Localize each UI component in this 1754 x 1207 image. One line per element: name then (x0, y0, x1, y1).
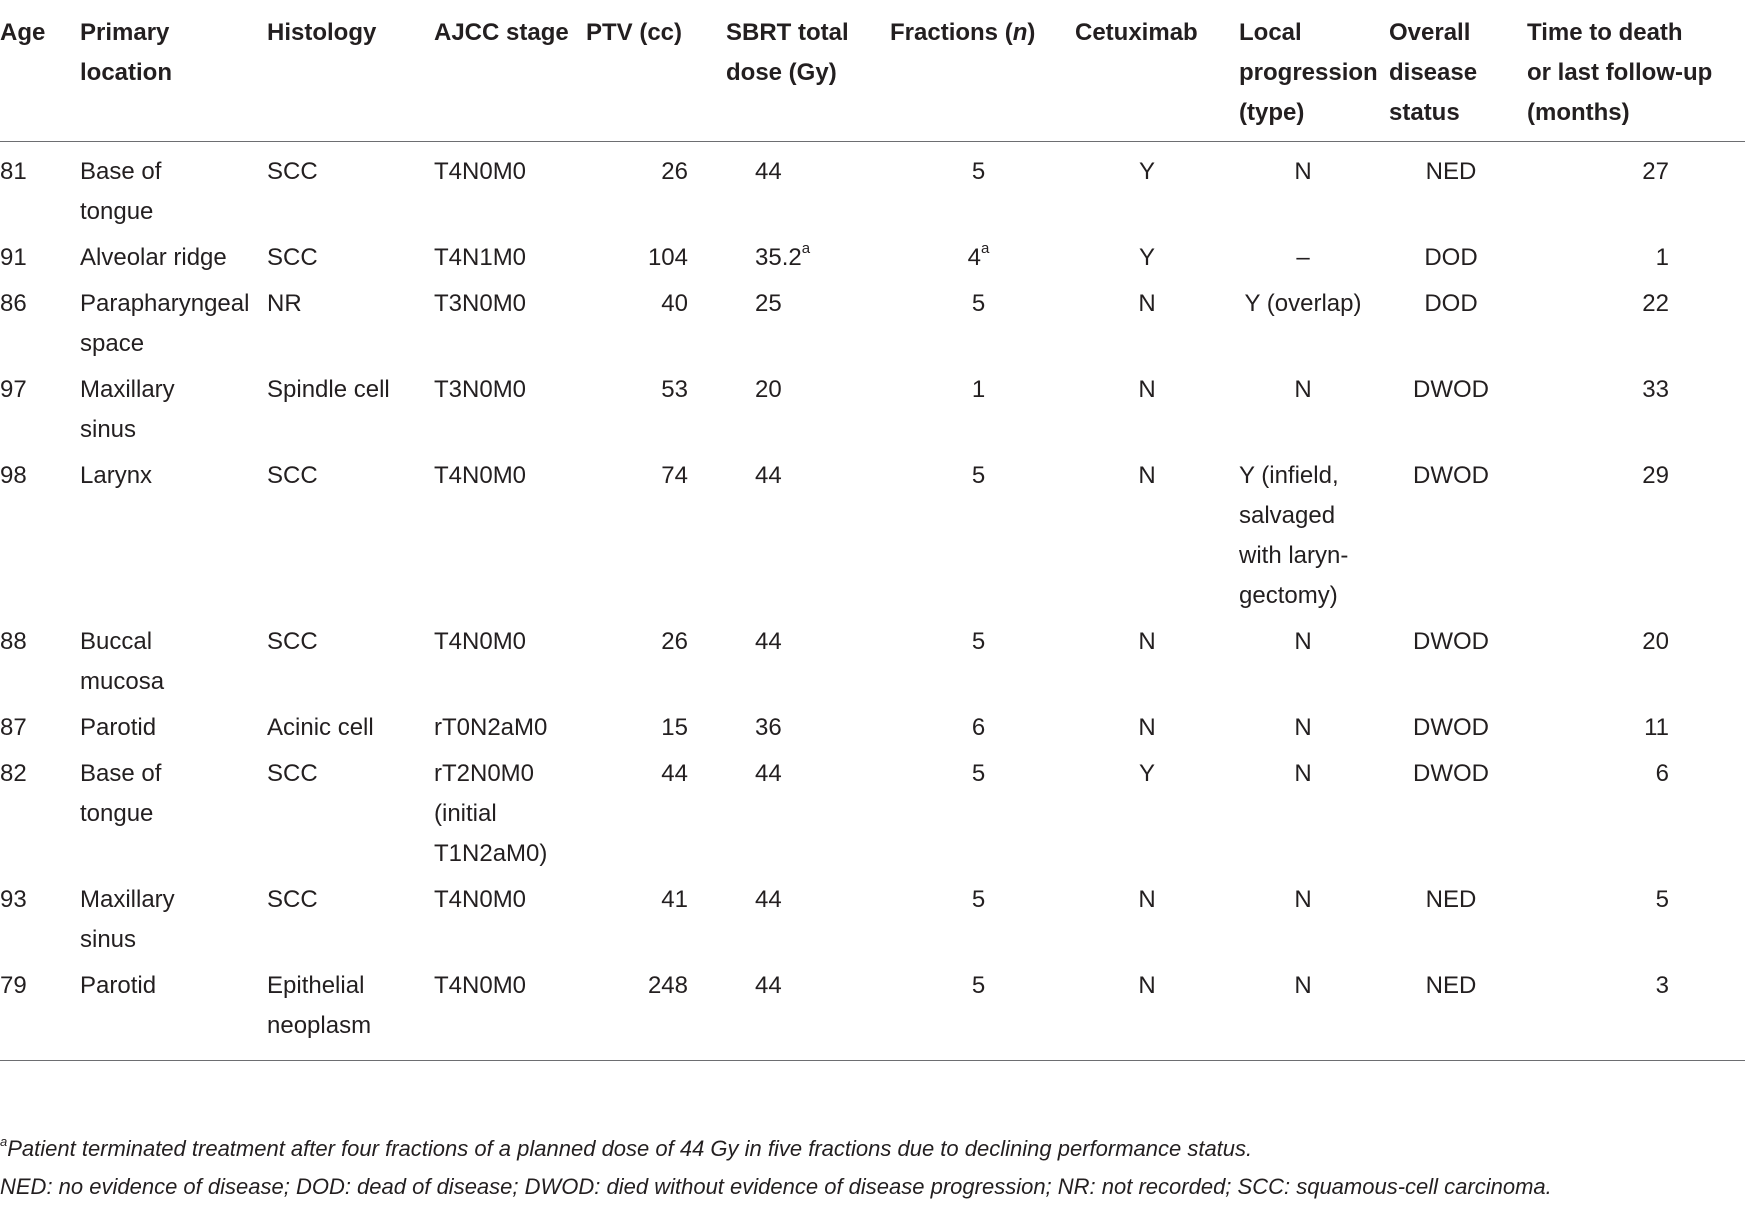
cell-overall-status (1389, 754, 1527, 880)
cell-histology-line: Epithelial (267, 972, 365, 999)
cell-primary-location-line: Parotid (80, 972, 157, 999)
cell-sbrt-dose-value: 35.2 (755, 244, 802, 271)
cell-sbrt-dose (726, 238, 890, 284)
cell-ptv-value: 104 (647, 244, 688, 271)
cell-local-progression (1239, 754, 1389, 880)
cell-cetuximab-value: N (1138, 628, 1156, 655)
cell-time-to-death (1527, 238, 1745, 284)
cell-overall-status (1389, 966, 1527, 1061)
cell-local-progression-line: N (1294, 972, 1312, 999)
cell-histology-line: SCC (267, 158, 318, 185)
cell-sbrt-dose (726, 708, 890, 754)
cell-time-to-death-value: 5 (1655, 886, 1669, 913)
cell-histology (267, 622, 434, 708)
cell-local-progression-line: Y (overlap) (1244, 290, 1362, 317)
cell-cetuximab (1075, 370, 1239, 456)
cell-overall-status-value: DWOD (1413, 628, 1489, 655)
table-row (0, 238, 1745, 284)
cell-cetuximab-value: N (1138, 714, 1156, 741)
cell-sbrt-dose-value: 44 (755, 462, 782, 489)
cell-sbrt-dose-value: 44 (755, 760, 782, 787)
cell-cetuximab-value: Y (1138, 158, 1155, 185)
cell-ptv (586, 142, 726, 239)
cell-fractions (890, 238, 1075, 284)
cell-cetuximab-value: N (1138, 376, 1156, 403)
cell-cetuximab (1075, 284, 1239, 370)
table-body (0, 142, 1745, 1061)
cell-age (0, 880, 80, 966)
cell-primary-location-line: mucosa (80, 668, 165, 695)
cell-time-to-death (1527, 284, 1745, 370)
cell-sbrt-dose (726, 142, 890, 239)
cell-ptv-value: 15 (661, 714, 688, 741)
table-row (0, 142, 1745, 239)
table-row (0, 456, 1745, 622)
cell-primary-location-line: tongue (80, 800, 154, 827)
cell-overall-status (1389, 370, 1527, 456)
cell-age (0, 622, 80, 708)
cell-sbrt-dose-value: 44 (755, 628, 782, 655)
cell-local-progression (1239, 880, 1389, 966)
cell-age (0, 370, 80, 456)
header-cetuximab: Cetuximab (1075, 0, 1239, 142)
cell-ptv (586, 456, 726, 622)
header-age: Age (0, 0, 80, 142)
cell-ptv-value: 41 (661, 886, 688, 913)
cell-fractions (890, 966, 1075, 1061)
cell-cetuximab (1075, 238, 1239, 284)
cell-time-to-death (1527, 142, 1745, 239)
cell-histology (267, 238, 434, 284)
cell-time-to-death-value: 20 (1642, 628, 1669, 655)
cell-ptv-value: 74 (661, 462, 688, 489)
header-overall-status: Overall disease status (1389, 0, 1527, 142)
cell-local-progression (1239, 284, 1389, 370)
cell-ptv (586, 238, 726, 284)
cell-ajcc-stage-line: rT2N0M0 (434, 760, 535, 787)
cell-sbrt-dose (726, 370, 890, 456)
table-row (0, 754, 1745, 880)
cell-ajcc-stage-line: T4N0M0 (434, 628, 527, 655)
cell-fractions-value: 1 (971, 376, 986, 403)
cell-age (0, 708, 80, 754)
cell-ptv (586, 880, 726, 966)
cell-local-progression (1239, 708, 1389, 754)
cell-fractions (890, 456, 1075, 622)
cell-histology-line: SCC (267, 462, 318, 489)
cell-ajcc-stage-line: T4N0M0 (434, 972, 527, 999)
cell-local-progression-line: with laryn- (1239, 542, 1349, 569)
cell-overall-status-value: DOD (1424, 290, 1478, 317)
cell-fractions-value: 6 (971, 714, 986, 741)
cell-ajcc-stage (434, 966, 586, 1061)
cell-overall-status-value: DWOD (1413, 714, 1489, 741)
cell-sbrt-dose (726, 966, 890, 1061)
cell-overall-status-value: NED (1425, 886, 1477, 913)
table-row (0, 966, 1745, 1061)
cell-primary-location-line: Maxillary (80, 886, 175, 913)
cell-primary-location (80, 284, 267, 370)
cell-age (0, 142, 80, 239)
header-sbrt-dose: SBRT total dose (Gy) (726, 0, 890, 142)
cell-histology-line: SCC (267, 760, 318, 787)
cell-time-to-death (1527, 966, 1745, 1061)
cell-ajcc-stage (434, 238, 586, 284)
cell-fractions-value: 5 (971, 462, 986, 489)
table-row (0, 370, 1745, 456)
cell-cetuximab (1075, 142, 1239, 239)
cell-age-value: 81 (0, 158, 27, 185)
header-primary-location: Primary location (80, 0, 267, 142)
header-time-to-death: Time to death or last follow-up (months) (1527, 0, 1745, 142)
cell-time-to-death (1527, 456, 1745, 622)
cell-primary-location-line: sinus (80, 926, 137, 953)
cell-time-to-death-value: 27 (1642, 158, 1669, 185)
cell-local-progression-line: gectomy) (1239, 582, 1338, 609)
cell-ptv (586, 754, 726, 880)
cell-primary-location-line: Alveolar ridge (80, 244, 227, 271)
cell-age (0, 966, 80, 1061)
cell-histology (267, 754, 434, 880)
cell-ptv-value: 26 (661, 628, 688, 655)
cell-time-to-death-value: 1 (1655, 244, 1669, 271)
cell-primary-location-line: Parotid (80, 714, 157, 741)
table-row (0, 880, 1745, 966)
cell-ajcc-stage (434, 622, 586, 708)
cell-primary-location-line: Parapharyngeal (80, 290, 250, 317)
cell-time-to-death-value: 33 (1642, 376, 1669, 403)
cell-cetuximab (1075, 622, 1239, 708)
cell-fractions-value: 4 (967, 244, 981, 271)
cell-local-progression (1239, 142, 1389, 239)
cell-ptv-value: 53 (661, 376, 688, 403)
cell-fractions-value: 5 (971, 886, 986, 913)
cell-sbrt-dose (726, 754, 890, 880)
cell-primary-location (80, 708, 267, 754)
table-footnotes (0, 1130, 1552, 1206)
cell-histology (267, 880, 434, 966)
cell-local-progression-line: N (1294, 376, 1312, 403)
table-row (0, 622, 1745, 708)
cell-histology-line: Spindle cell (267, 376, 390, 403)
cell-histology-line: SCC (267, 628, 318, 655)
cell-age (0, 284, 80, 370)
cell-overall-status (1389, 456, 1527, 622)
cell-fractions (890, 142, 1075, 239)
cell-age-value: 91 (0, 244, 27, 271)
footnote-a: $^a$Patient terminated treatment after four fractions of a planned dose of 44 Gy in five fractions due to declining performance status. (0, 1134, 1253, 1161)
cell-local-progression-line: salvaged (1239, 502, 1336, 529)
cell-fractions-value: 5 (971, 760, 986, 787)
cell-cetuximab-value: N (1138, 886, 1156, 913)
cell-sbrt-dose-value: 20 (755, 376, 782, 403)
cell-ptv-value: 26 (661, 158, 688, 185)
cell-primary-location (80, 456, 267, 622)
cell-sbrt-dose (726, 880, 890, 966)
cell-ajcc-stage (434, 880, 586, 966)
cell-cetuximab-value: N (1138, 290, 1156, 317)
cell-histology (267, 370, 434, 456)
cell-fractions (890, 284, 1075, 370)
cell-local-progression-line: N (1294, 886, 1312, 913)
cell-local-progression-line: N (1294, 714, 1312, 741)
cell-overall-status-value: DWOD (1413, 462, 1489, 489)
footnote-abbreviations: NED: no evidence of disease; DOD: dead of disease; DWOD: died without evidence of disease progression; NR: not recorded; SCC: squamous-cell carcinoma. (0, 1174, 1552, 1199)
footnote-marker: a (801, 240, 811, 257)
cell-primary-location (80, 622, 267, 708)
cell-cetuximab (1075, 966, 1239, 1061)
cell-local-progression (1239, 370, 1389, 456)
cell-cetuximab-value: N (1138, 462, 1156, 489)
cell-time-to-death-value: 11 (1644, 714, 1669, 741)
cell-overall-status (1389, 284, 1527, 370)
cell-histology-line: SCC (267, 244, 318, 271)
cell-ptv (586, 370, 726, 456)
cell-sbrt-dose-value: 44 (755, 158, 782, 185)
cell-ptv (586, 708, 726, 754)
cell-sbrt-dose (726, 622, 890, 708)
cell-primary-location-line: sinus (80, 416, 137, 443)
cell-sbrt-dose (726, 284, 890, 370)
cell-ajcc-stage-line: T4N0M0 (434, 886, 527, 913)
cell-ajcc-stage (434, 456, 586, 622)
cell-age-value: 97 (0, 376, 27, 403)
cell-histology-line: neoplasm (267, 1012, 372, 1039)
cell-primary-location (80, 142, 267, 239)
cell-time-to-death (1527, 708, 1745, 754)
cell-fractions-value: 5 (971, 158, 986, 185)
cell-local-progression-line: N (1294, 760, 1312, 787)
cell-cetuximab (1075, 880, 1239, 966)
cell-primary-location-line: tongue (80, 198, 154, 225)
cell-fractions-value: 5 (971, 972, 986, 999)
cell-overall-status-value: DOD (1424, 244, 1478, 271)
header-ajcc-stage: AJCC stage (434, 0, 586, 142)
cell-primary-location-line: Base of (80, 158, 162, 185)
cell-ajcc-stage (434, 284, 586, 370)
cell-histology (267, 284, 434, 370)
cell-fractions (890, 370, 1075, 456)
cell-age (0, 238, 80, 284)
cell-overall-status-value: DWOD (1413, 376, 1489, 403)
cell-primary-location (80, 370, 267, 456)
footnote-marker: a (981, 240, 990, 257)
cell-age-value: 93 (0, 886, 27, 913)
cell-age-value: 88 (0, 628, 27, 655)
cell-histology-line: SCC (267, 886, 318, 913)
cell-age-value: 87 (0, 714, 27, 741)
cell-ajcc-stage-line: (initial (434, 800, 497, 827)
cell-ajcc-stage (434, 370, 586, 456)
cell-fractions (890, 622, 1075, 708)
cell-ajcc-stage (434, 708, 586, 754)
cell-primary-location (80, 754, 267, 880)
cell-histology (267, 142, 434, 239)
cell-ptv-value: 40 (661, 290, 688, 317)
cell-ptv (586, 622, 726, 708)
cell-ajcc-stage-line: T4N0M0 (434, 462, 527, 489)
cell-fractions-value: 5 (971, 290, 986, 317)
cell-time-to-death-value: 29 (1642, 462, 1669, 489)
cell-ajcc-stage-line: rT0N2aM0 (434, 714, 548, 741)
cell-cetuximab-value: Y (1138, 760, 1155, 787)
cell-overall-status (1389, 238, 1527, 284)
cell-primary-location-line: Larynx (80, 462, 153, 489)
cell-time-to-death (1527, 880, 1745, 966)
cell-age-value: 86 (0, 290, 27, 317)
cell-time-to-death (1527, 370, 1745, 456)
header-histology: Histology (267, 0, 434, 142)
table-row (0, 708, 1745, 754)
cell-time-to-death (1527, 754, 1745, 880)
cell-local-progression (1239, 966, 1389, 1061)
cell-overall-status (1389, 708, 1527, 754)
cell-fractions (890, 708, 1075, 754)
cell-ajcc-stage-line: T3N0M0 (434, 290, 527, 317)
cell-ptv-value: 248 (647, 972, 688, 999)
cell-age (0, 456, 80, 622)
cell-primary-location-line: Buccal (80, 628, 153, 655)
cell-sbrt-dose-value: 44 (755, 886, 782, 913)
cell-time-to-death-value: 3 (1655, 972, 1669, 999)
cell-sbrt-dose-value: 25 (755, 290, 782, 317)
cell-cetuximab-value: N (1138, 972, 1156, 999)
cell-ajcc-stage (434, 754, 586, 880)
cell-age-value: 82 (0, 760, 27, 787)
cell-ajcc-stage-line: T3N0M0 (434, 376, 527, 403)
cell-primary-location-line: Maxillary (80, 376, 175, 403)
cell-local-progression (1239, 456, 1389, 622)
header-fractions: Fractions (n) (890, 0, 1075, 142)
header-row (0, 0, 1745, 142)
cell-fractions (890, 880, 1075, 966)
cell-histology (267, 966, 434, 1061)
cell-ptv (586, 284, 726, 370)
cell-age-value: 98 (0, 462, 27, 489)
cell-ajcc-stage-line: T4N1M0 (434, 244, 527, 271)
cell-overall-status-value: NED (1425, 158, 1477, 185)
cell-histology (267, 708, 434, 754)
header-local-progression: Local progression (type) (1239, 0, 1389, 142)
cell-sbrt-dose-value: 44 (755, 972, 782, 999)
cell-ajcc-stage-line: T4N0M0 (434, 158, 527, 185)
cell-histology-line: NR (267, 290, 302, 317)
cell-cetuximab (1075, 456, 1239, 622)
cell-cetuximab (1075, 708, 1239, 754)
cell-sbrt-dose (726, 456, 890, 622)
cell-local-progression-line: N (1294, 158, 1312, 185)
cell-local-progression (1239, 622, 1389, 708)
cell-overall-status (1389, 622, 1527, 708)
cell-overall-status-value: NED (1425, 972, 1477, 999)
cell-ptv-value: 44 (661, 760, 688, 787)
cell-time-to-death-value: 22 (1642, 290, 1669, 317)
cell-overall-status (1389, 880, 1527, 966)
cell-local-progression-line: – (1296, 244, 1310, 271)
cell-sbrt-dose-value: 36 (755, 714, 782, 741)
cell-local-progression-line: N (1294, 628, 1312, 655)
cell-primary-location-line: space (80, 330, 145, 357)
cell-primary-location-line: Base of (80, 760, 162, 787)
cell-fractions (890, 754, 1075, 880)
cell-fractions-value: 5 (971, 628, 986, 655)
cell-time-to-death-value: 6 (1655, 760, 1669, 787)
cell-ptv (586, 966, 726, 1061)
cell-overall-status-value: DWOD (1413, 760, 1489, 787)
header-ptv: PTV (cc) (586, 0, 726, 142)
cell-cetuximab-value: Y (1138, 244, 1155, 271)
cell-time-to-death (1527, 622, 1745, 708)
cell-age-value: 79 (0, 972, 27, 999)
cell-ajcc-stage-line: T1N2aM0) (434, 840, 548, 867)
cell-local-progression-line: Y (infield, (1239, 462, 1339, 489)
cell-histology-line: Acinic cell (267, 714, 374, 741)
cell-overall-status (1389, 142, 1527, 239)
cell-histology (267, 456, 434, 622)
cell-primary-location (80, 966, 267, 1061)
cell-primary-location (80, 238, 267, 284)
cell-cetuximab (1075, 754, 1239, 880)
cell-local-progression (1239, 238, 1389, 284)
table-row (0, 284, 1745, 370)
cell-primary-location (80, 880, 267, 966)
cell-age (0, 754, 80, 880)
cell-ajcc-stage (434, 142, 586, 239)
